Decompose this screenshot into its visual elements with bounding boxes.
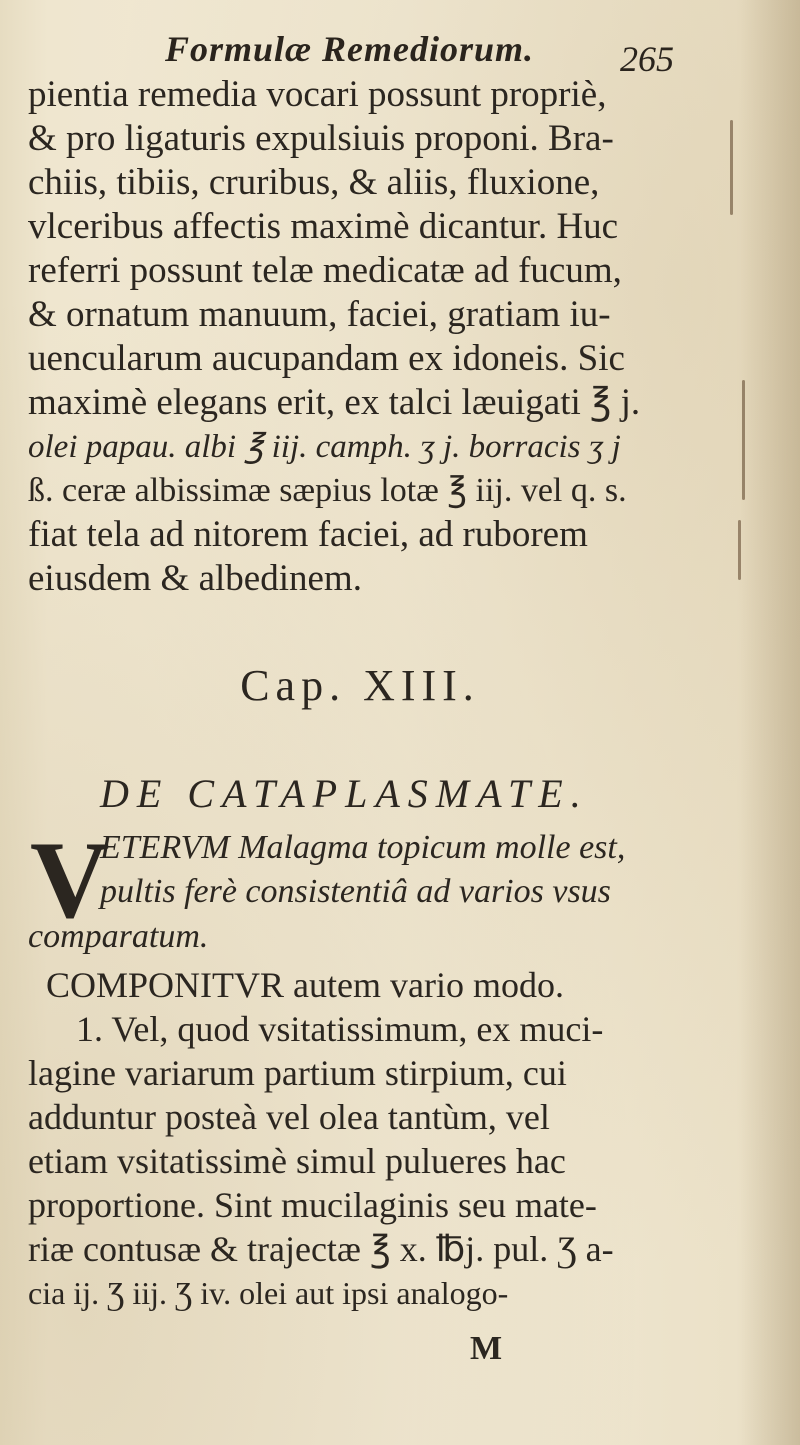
- text-line: & ornatum manuum, faciei, gratiam iu-: [28, 294, 611, 335]
- text-line: ETERVM Malagma topicum molle est,: [100, 829, 626, 866]
- chapter-label: Cap.: [240, 661, 347, 710]
- text-line: chiis, tibiis, cruribus, & aliis, fluxione,: [28, 162, 600, 203]
- margin-stain: [730, 120, 733, 215]
- page-number: 265: [620, 39, 674, 79]
- text-line: COMPONITVR autem vario modo.: [46, 965, 564, 1005]
- section-title: DE CATAPLASMATE.: [100, 771, 589, 816]
- chapter-heading: [0, 660, 800, 711]
- text-line: eiusdem & albedinem.: [28, 558, 362, 599]
- margin-stain: [738, 520, 741, 580]
- paragraph-2: [100, 826, 720, 914]
- text-line: etiam vsitatissimè simul pulueres hac: [28, 1141, 566, 1181]
- text-line: comparatum.: [28, 918, 209, 955]
- paragraph-3: [28, 963, 748, 1315]
- text-line: 1. Vel, quod vsitatissimum, ex muci-: [76, 1009, 604, 1049]
- running-title: Formulæ Remediorum.: [165, 29, 535, 69]
- chapter-numeral: XIII.: [363, 661, 480, 710]
- text-line: referri possunt telæ medicatæ ad fucum,: [28, 250, 622, 291]
- text-line: ß. ceræ albissimæ sæpius lotæ ℥ iij. vel q. s.: [28, 472, 627, 509]
- text-line: & pro ligaturis expulsiuis proponi. Bra-: [28, 118, 614, 159]
- text-line: pientia remedia vocari possunt propriè,: [28, 74, 607, 115]
- text-line: olei papau. albi ℥ iij. camph. ʒ j. borracis ʒ j: [28, 429, 621, 465]
- text-line: pultis ferè consistentiâ ad varios vsus: [100, 873, 611, 910]
- text-line: vlceribus affectis maximè dicantur. Huc: [28, 206, 619, 247]
- text-line: maximè elegans erit, ex talci læuigati ℥ j.: [28, 382, 641, 423]
- page-edge-shadow: [740, 0, 800, 1445]
- catchword: M: [470, 1330, 503, 1367]
- text-line: proportione. Sint mucilaginis seu mate-: [28, 1185, 597, 1225]
- text-line: fiat tela ad nitorem faciei, ad ruborem: [28, 514, 588, 555]
- text-line: cia ij. Ʒ iij. Ʒ iv. olei aut ipsi analogo-: [28, 1275, 509, 1311]
- paragraph-1: [28, 73, 718, 601]
- margin-stain: [742, 380, 745, 500]
- drop-cap: V: [30, 819, 110, 941]
- text-line: adduntur posteà vel olea tantùm, vel: [28, 1097, 550, 1137]
- text-line: riæ contusæ & trajectæ ℥ x. ℔j. pul. Ʒ a-: [28, 1229, 614, 1269]
- text-line: uencularum aucupandam ex idoneis. Sic: [28, 338, 625, 379]
- text-line: lagine variarum partium stirpium, cui: [28, 1053, 567, 1093]
- paragraph-2-continuation: [28, 915, 718, 959]
